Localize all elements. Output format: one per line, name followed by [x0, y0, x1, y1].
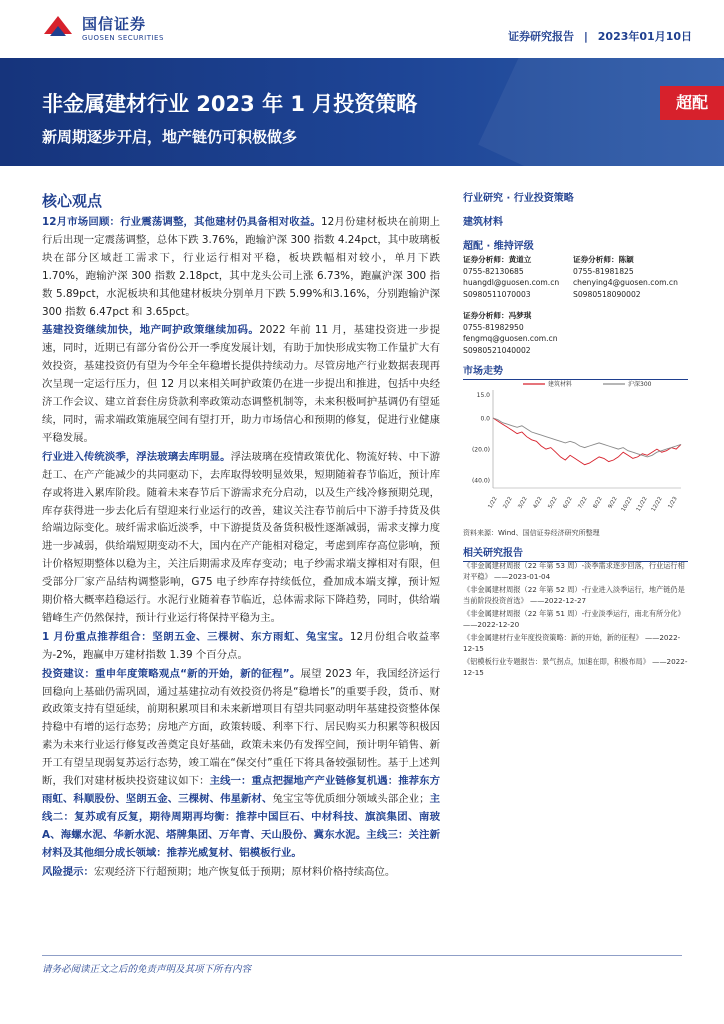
industry-name: 建筑材料 — [463, 217, 503, 228]
x-tick-label: 7/22 — [577, 496, 589, 510]
y-tick-label: (20.0) — [471, 446, 490, 454]
series-line-1 — [493, 418, 681, 457]
rating-line: 超配 · 维持评级 — [463, 241, 534, 252]
x-tick-label: 10/22 — [620, 496, 634, 513]
paragraph-risk: 风险提示：宏观经济下行超预期；地产恢复低于预期；原材料价格持续高位。 — [42, 865, 396, 878]
series-line-0 — [493, 418, 681, 465]
core-views-heading: 核心观点 — [42, 192, 103, 210]
analyst-card: 证券分析师：黄道立 0755-82130685 huangdl@guosen.com.cn S0980511070003 — [463, 255, 560, 299]
report-meta: 证券研究报告 | 2023年01月10日 — [508, 30, 692, 43]
x-tick-label: 1/23 — [667, 496, 679, 510]
x-tick-label: 1/22 — [487, 496, 499, 510]
related-report-item[interactable]: 《非金属建材行业年度投资策略：新的开始，新的征程》 ——2022-12-15 — [463, 633, 681, 653]
title-banner — [0, 58, 724, 166]
legend-label: 沪深300 — [628, 381, 652, 388]
rating-badge: 超配 — [660, 86, 724, 120]
related-report-item[interactable]: 《非金属建材周报（22 年第 51 周）-行业淡季运行，南北有所分化》 ——2022-12-20 — [463, 609, 685, 629]
paragraph-portfolio: 1 月份重点推荐组合：坚朗五金、三棵树、东方雨虹、兔宝宝。12月份组合收益率为-2%，跑赢申万建材指数 1.39 个百分点。 — [42, 630, 440, 661]
footer-disclaimer: 请务必阅读正文之后的免责声明及其项下所有内容 — [42, 964, 252, 975]
report-category: 行业研究 · 行业投资策略 — [463, 193, 574, 204]
report-type: 证券研究报告 — [508, 30, 575, 43]
sidebar — [463, 190, 683, 256]
paragraph-industry: 行业进入传统淡季，浮法玻璃去库明显。浮法玻璃在疫情政策优化、物流好转、中下游赶工、在产产能减少的共同驱动下，去库取得较明显效果，短期随着春节临近，预计库存或将进入累库阶段。随着未来春节后下游需求充分启动，以及生产线冷修预期兑现，库存获得进一步去化后有望迎来行业运行的改善，建议关注春节前后中下游手持货及供给端边际变化。玻纤需求临近淡季，中下游提货及备货积极性逐渐减弱，需求支撑力度进一步减弱，供给端短期变动不大，国内在产产能相对稳定，考虑到库存高位影响，预计价格短期整体以稳为主，关注后期需求及库存变动；电子纱需求端支撑相对有限，但受部分厂家产品结构调整影响，G75 电子纱库存持续低位，叠加成本端支撑，预计短期价格大概率趋稳运行。水泥行业随着春节临近，总体需求际下降趋势，同时，供给端错峰生产仍然保持，预计行业运行将保持平稳为主。 — [42, 450, 441, 624]
related-reports-list — [463, 560, 691, 680]
brand-name-cn: 国信证券 — [82, 14, 147, 33]
report-title: 非金属建材行业 2023 年 1 月投资策略 — [42, 92, 418, 116]
x-tick-label: 6/22 — [562, 496, 574, 510]
paragraph-infrastructure: 基建投资继续加快，地产呵护政策继续加码。2022 年前 11 月，基建投资进一步提速，同时，近期已有部分省份公开一季度发展计划，有助于加快形成实物工作量扩大有效投资，基建投资仍有望为今年全年稳增长提供持续动力。尽管房地产行业数据表现再次呈现一定运行压力，但 12 月以来相关呵护政策仍在进一步提出和推进，包括中央经济工作会议、建立首套住房贷款利率政策动态调整机制等，未来积极呵护基调仍有望延续，同时，需求端政策施展空间有望打开，助力市场信心和预期的修复，促进行业健康平稳发展。 — [42, 324, 441, 444]
brand-name-en: GUOSEN SECURITIES — [82, 33, 164, 42]
report-subtitle: 新周期逐步开启，地产链仍可积极做多 — [42, 128, 298, 146]
x-tick-label: 12/22 — [650, 496, 664, 513]
page-header — [0, 0, 724, 58]
related-report-item[interactable]: 《铝模板行业专题报告：景气拐点，加速在即，积极布局》 ——2022-12-15 — [463, 657, 688, 677]
x-tick-label: 11/22 — [635, 496, 649, 513]
legend-label: 建筑材料 — [548, 381, 573, 388]
related-report-item[interactable]: 《非金属建材周报（22 年第 53 周）-淡季需求逐步回落，行业运行相对平稳》 ——2023-01-04 — [463, 561, 685, 581]
market-trend-chart — [463, 378, 688, 520]
y-tick-label: (40.0) — [471, 477, 490, 485]
related-reports-title: 相关研究报告 — [463, 544, 688, 562]
x-tick-label: 9/22 — [607, 496, 619, 510]
x-tick-label: 4/22 — [532, 496, 544, 510]
market-trend-title: 市场走势 — [463, 362, 688, 380]
related-report-item[interactable]: 《非金属建材周报（22 年第 52 周）-行业进入淡季运行，地产链仍是当前阶段投资首选》 ——2022-12-27 — [463, 585, 685, 605]
paragraph-market-review: 12月市场回顾：行业震荡调整，其他建材仍具备相对收益。12月份建材板块在前期上行后出现一定震荡调整，总体下跌 3.76%，跑输沪深 300 指数 4.24pct，其中玻璃板块在部分区域赶工需求下，行业运行相对平稳，板块跌幅相对较小，单月下跌 1.70%，跑输沪深 300 指数 2.18pct，其中龙头公司上涨 6.73%，跑赢沪深 300 指数 5.89pct，水泥板块和其他建材板块分别单月下跌 5.99%和3.16%，分别跑输沪深300 指数 6.47pct 和 3.65pct。 — [42, 216, 440, 318]
report-date: 2023年01月10日 — [597, 30, 692, 43]
analyst-card: 证券分析师：冯梦琪 0755-81982950 fengmq@guosen.com.cn S0980521040002 — [463, 311, 558, 355]
y-tick-label: 15.0 — [476, 392, 490, 400]
chart-source: 资料来源：Wind、国信证券经济研究所整理 — [463, 529, 600, 537]
brand-logo — [40, 12, 164, 42]
x-tick-label: 3/22 — [517, 496, 529, 510]
footer-divider — [42, 955, 682, 956]
x-tick-label: 8/22 — [592, 496, 604, 510]
x-tick-label: 5/22 — [547, 496, 559, 510]
analyst-card: 证券分析师：陈颖 0755-81981825 chenying4@guosen.com.cn S0980518090002 — [573, 255, 678, 299]
main-body — [42, 214, 440, 882]
paragraph-investment: 投资建议：重申年度策略观点“新的开始，新的征程”。展望 2023 年，我国经济运行回稳向上基础仍需巩固，通过基建拉动有效投资仍将是“稳增长”的重要手段，货币、财政政策支持有望延续，前期积累项目和未来新增项目有望共同驱动明年基建投资整体保持稳中有增的运行态势；房地产方面，政策转暖、利率下行、居民购买力积累等积极因素为未来行业运行修复改善奠定良好基础，政策未来仍有发挥空间，预计明年销售、新开工有望呈现弱复苏运行态势，竣工端在“保交付”重任下将具备较强韧性。基于上述判断，我们对建材板块投资建议如下：主线一：重点把握地产产业链修复机遇：推荐东方雨虹、科顺股份、坚朗五金、三棵树、伟星新材、兔宝宝等优质细分领域头部企业；主线二：复苏或有反复，期待周期再均衡：推荐中国巨石、中材科技、旗滨集团、南玻A、海螺水泥、华新水泥、塔牌集团、万年青、天山股份、冀东水泥。主线三：关注新材料及其他细分成长领域：推荐光威复材、铝模板行业。 — [42, 667, 441, 859]
x-tick-label: 2/22 — [502, 496, 514, 510]
brand-logo-icon — [40, 12, 76, 42]
y-tick-label: 0.0 — [480, 415, 490, 423]
